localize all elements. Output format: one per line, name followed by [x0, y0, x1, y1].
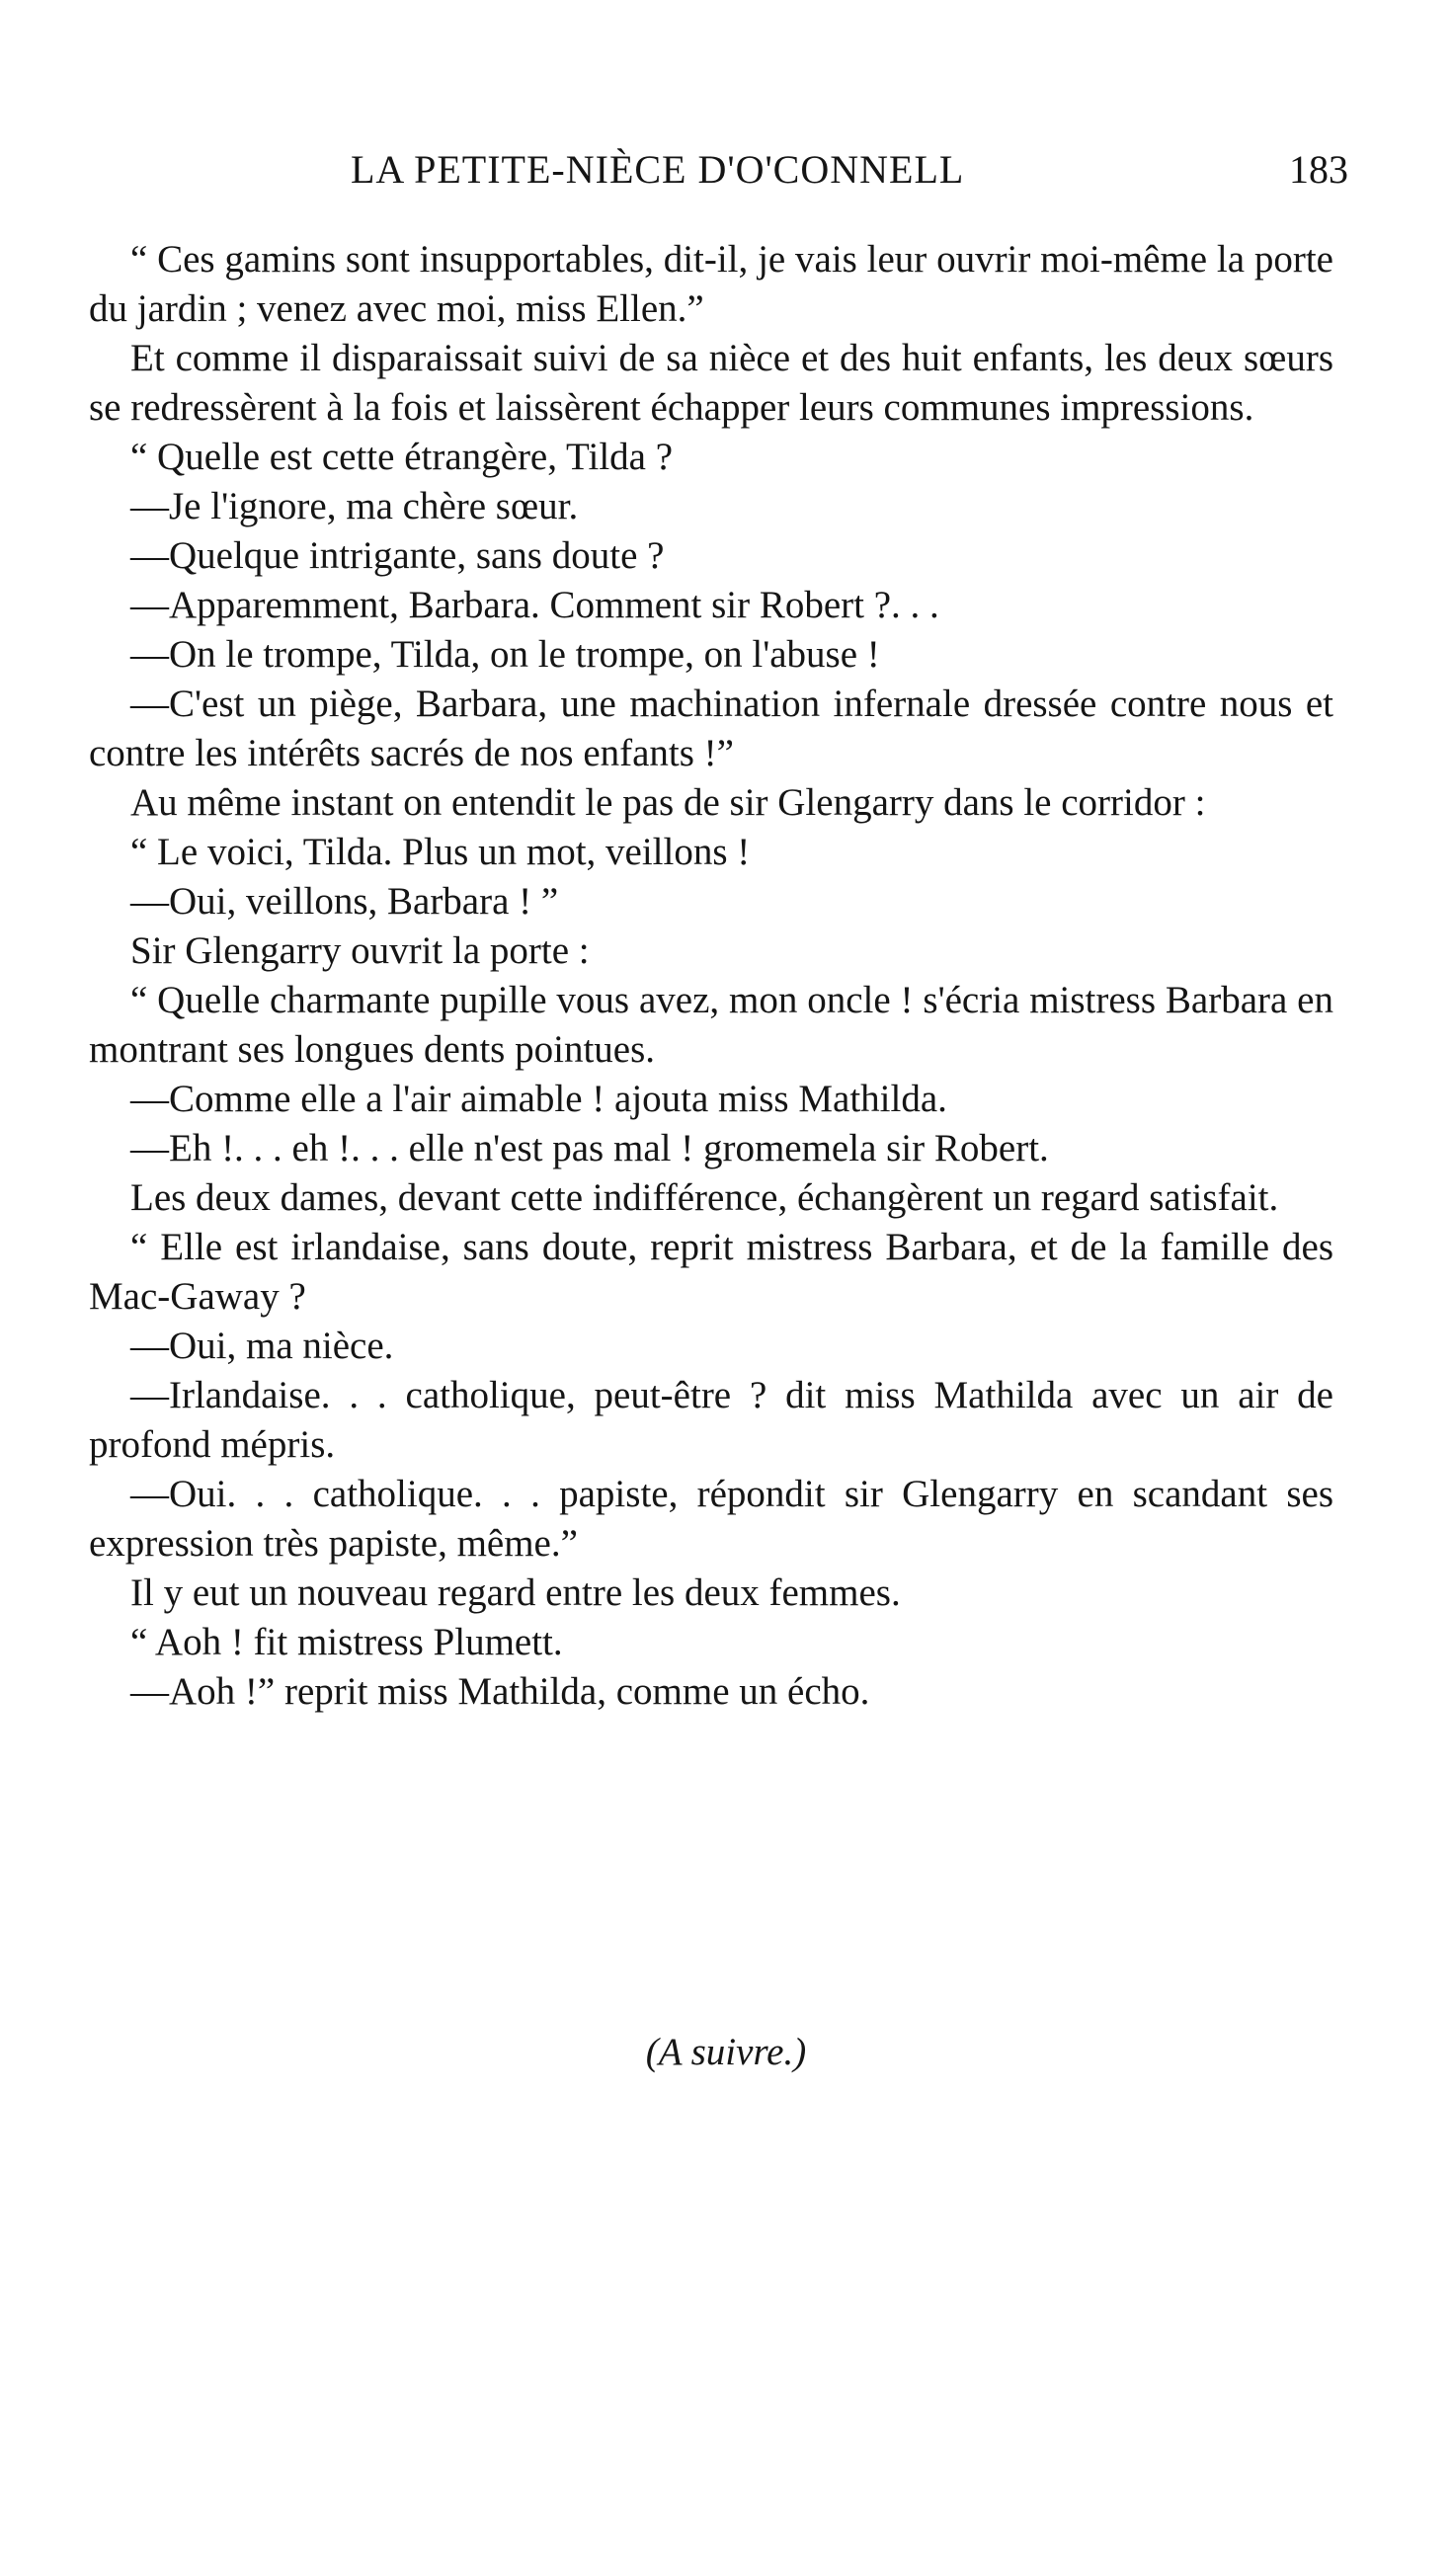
- paragraph: —Oui. . . catholique. . . papiste, répondit sir Glengarry en scandant ses expression très papiste, même.”: [89, 1473, 1333, 1565]
- paragraph: “ Ces gamins sont insupportables, dit-il, je vais leur ouvrir moi-même la porte du jardin ; venez avec moi, miss Ellen.”: [89, 238, 1333, 330]
- paragraph: —Irlandaise. . . catholique, peut-être ? dit miss Mathilda avec un air de profond mépris.: [89, 1374, 1333, 1466]
- paragraph: “ Le voici, Tilda. Plus un mot, veillons !: [130, 831, 751, 873]
- paragraph: —On le trompe, Tilda, on le trompe, on l'abuse !: [130, 633, 880, 676]
- paragraph: Sir Glengarry ouvrit la porte :: [130, 929, 590, 972]
- paragraph: “ Quelle charmante pupille vous avez, mon oncle ! s'écria mistress Barbara en montrant ses longues dents pointues.: [89, 979, 1333, 1071]
- to-be-continued: (A suivre.): [645, 2031, 807, 2073]
- paragraph: “ Elle est irlandaise, sans doute, reprit mistress Barbara, et de la famille des Mac-Gaway ?: [89, 1226, 1333, 1318]
- paragraph: —Oui, veillons, Barbara ! ”: [130, 880, 559, 923]
- paragraph: “ Quelle est cette étrangère, Tilda ?: [130, 436, 674, 478]
- paragraph: “ Aoh ! fit mistress Plumett.: [130, 1621, 563, 1663]
- body-text: [89, 235, 1333, 1717]
- paragraph: Au même instant on entendit le pas de sir Glengarry dans le corridor :: [130, 781, 1206, 824]
- paragraph: Et comme il disparaissait suivi de sa nièce et des huit enfants, les deux sœurs se redressèrent à la fois et laissèrent échapper leurs communes impressions.: [89, 337, 1333, 429]
- page-header: [89, 146, 1348, 205]
- paragraph: —Oui, ma nièce.: [130, 1325, 394, 1367]
- paragraph: —Eh !. . . eh !. . . elle n'est pas mal ! gromemela sir Robert.: [130, 1127, 1049, 1169]
- paragraph: —Quelque intrigante, sans doute ?: [130, 534, 665, 577]
- paragraph: —Je l'ignore, ma chère sœur.: [130, 485, 579, 527]
- page-number: 183: [1289, 147, 1348, 192]
- paragraph: —Comme elle a l'air aimable ! ajouta miss Mathilda.: [130, 1078, 947, 1120]
- paragraph: —Apparemment, Barbara. Comment sir Robert ?. . .: [130, 584, 939, 626]
- paragraph: Il y eut un nouveau regard entre les deux femmes.: [130, 1571, 901, 1614]
- paragraph: —Aoh !” reprit miss Mathilda, comme un écho.: [130, 1670, 870, 1713]
- paragraph: Les deux dames, devant cette indifférence, échangèrent un regard satisfait.: [130, 1176, 1279, 1219]
- paragraph: —C'est un piège, Barbara, une machination infernale dressée contre nous et contre les intérêts sacrés de nos enfants !”: [89, 683, 1333, 774]
- running-title: LA PETITE-NIÈCE D'O'CONNELL: [351, 147, 965, 192]
